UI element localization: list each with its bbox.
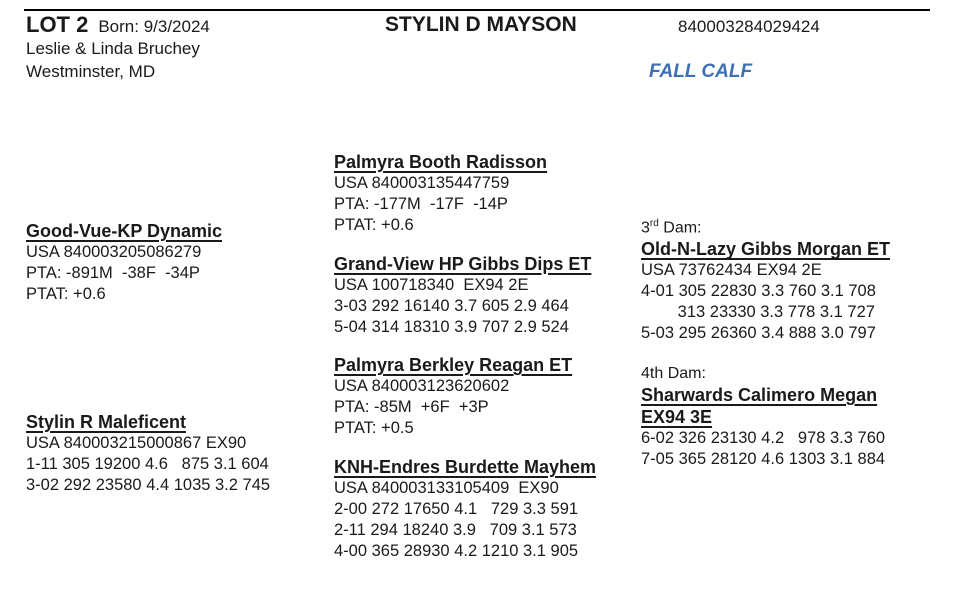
dams-dam-record: 4-00 365 28930 4.2 1210 3.1 905: [334, 542, 579, 560]
dams-dam-record: 2-11 294 18240 3.9 709 3.1 573: [334, 521, 577, 539]
sires-sire-pta: PTA: -177M -17F -14P: [334, 195, 508, 213]
dam-block: [26, 411, 270, 496]
fourth-dam-classification: EX94 3E: [641, 407, 713, 427]
third-dam-name: Old-N-Lazy Gibbs Morgan ET: [641, 239, 891, 260]
lot-number: LOT 2: [26, 12, 89, 37]
dam-record: 3-02 292 23580 4.4 1035 3.2 745: [26, 476, 271, 494]
fourth-dam-block: [641, 363, 885, 470]
third-dam-block: [641, 213, 890, 344]
third-dam-reg: USA 73762434 EX94 2E: [641, 261, 822, 280]
registration-number: 840003284029424: [678, 17, 820, 36]
dams-dam-record: 2-00 272 17650 4.1 729 3.3 591: [334, 500, 579, 518]
sire-block: [26, 220, 222, 305]
third-dam-record: 4-01 305 22830 3.3 760 3.1 708: [641, 282, 876, 301]
dam-record: 1-11 305 19200 4.6 875 3.1 604: [26, 455, 269, 473]
sires-dam-name: Grand-View HP Gibbs Dips ET: [334, 254, 592, 274]
third-dam-label: 3rd Dam:: [641, 218, 702, 237]
owner-location: Westminster, MD: [26, 62, 156, 81]
third-dam-record: 5-03 295 26360 3.4 888 3.0 797: [641, 324, 876, 343]
birth-date: Born: 9/3/2024: [98, 17, 210, 36]
dams-sire-block: [334, 354, 572, 439]
owner-name: Leslie & Linda Bruchey: [26, 39, 200, 58]
lot-heading: [26, 12, 210, 38]
dams-dam-block: [334, 456, 596, 562]
sires-dam-reg: USA 100718340 EX94 2E: [334, 276, 529, 294]
sires-sire-name: Palmyra Booth Radisson: [334, 152, 548, 172]
dams-sire-pta: PTA: -85M +6F +3P: [334, 398, 489, 416]
fourth-dam-name: Sharwards Calimero Megan: [641, 385, 878, 405]
dams-dam-reg: USA 840003133105409 EX90: [334, 479, 559, 497]
sires-sire-ptat: PTAT: +0.6: [334, 216, 414, 234]
sire-reg: USA 840003205086279: [26, 243, 202, 261]
sire-name: Good-Vue-KP Dynamic: [26, 221, 223, 241]
fourth-dam-record: 6-02 326 23130 4.2 978 3.3 760: [641, 429, 886, 447]
animal-name: STYLIN D MAYSON: [385, 13, 577, 36]
fourth-dam-record: 7-05 365 28120 4.6 1303 3.1 884: [641, 450, 886, 468]
third-dam-record: 313 23330 3.3 778 3.1 727: [641, 303, 875, 322]
dams-sire-name: Palmyra Berkley Reagan ET: [334, 355, 573, 375]
sire-ptat: PTAT: +0.6: [26, 285, 106, 303]
sires-dam-record: 5-04 314 18310 3.9 707 2.9 524: [334, 318, 569, 336]
sires-dam-record: 3-03 292 16140 3.7 605 2.9 464: [334, 297, 569, 315]
dams-dam-name: KNH-Endres Burdette Mayhem: [334, 457, 597, 477]
sire-pta: PTA: -891M -38F -34P: [26, 264, 200, 282]
dams-sire-ptat: PTAT: +0.5: [334, 419, 414, 437]
fourth-dam-label: 4th Dam:: [641, 365, 706, 382]
category-label: FALL CALF: [649, 61, 753, 82]
dam-reg: USA 840003215000867 EX90: [26, 434, 247, 452]
dam-name: Stylin R Maleficent: [26, 412, 187, 432]
dams-sire-reg: USA 840003123620602: [334, 377, 510, 395]
sires-dam-block: [334, 253, 591, 338]
sires-sire-block: [334, 151, 547, 236]
sires-sire-reg: USA 840003135447759: [334, 174, 510, 192]
top-rule: [24, 9, 930, 11]
